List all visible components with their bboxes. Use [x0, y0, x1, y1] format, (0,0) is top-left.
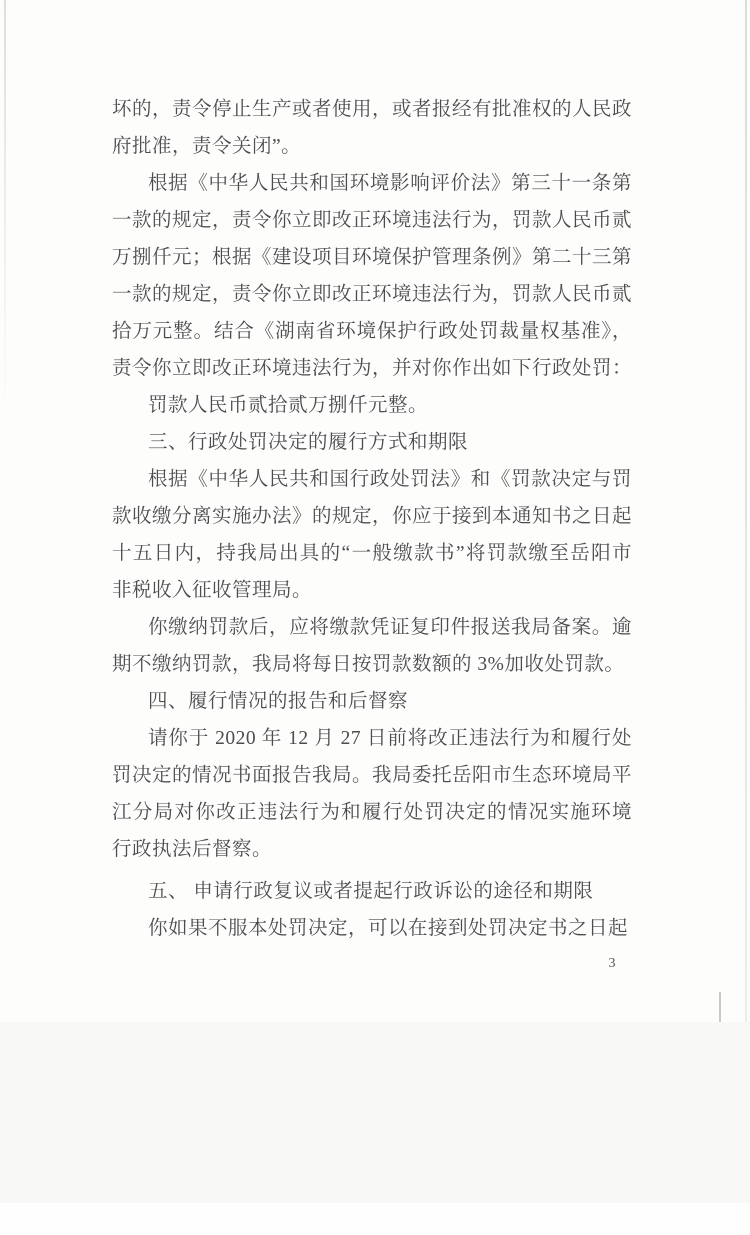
text-line: 一款的规定，责令你立即改正环境违法行为，罚款人民币贰	[112, 210, 632, 231]
page-number: 3	[608, 956, 616, 971]
text-line: 拾万元整。结合《湖南省环境保护行政处罚裁量权基准》，	[112, 321, 632, 342]
page-edge-right-lower	[719, 992, 721, 1022]
text-line: 坏的，责令停止生产或者使用，或者报经有批准权的人民政	[112, 99, 632, 120]
text-line: 五、 申请行政复议或者提起行政诉讼的途径和期限	[148, 881, 594, 902]
text-line: 府批准，责令关闭”。	[112, 136, 302, 157]
text-line: 十五日内，持我局出具的“一般缴款书”将罚款缴至岳阳市	[112, 543, 632, 564]
text-line: 款收缴分离实施办法》的规定，你应于接到本通知书之日起	[112, 506, 632, 527]
scan-bottom-shadow	[0, 1020, 92, 1023]
text-line: 万捌仟元；根据《建设项目环境保护管理条例》第二十三第	[112, 247, 632, 268]
text-line: 罚款人民币贰拾贰万捌仟元整。	[148, 395, 429, 416]
text-line: 根据《中华人民共和国行政处罚法》和《罚款决定与罚	[148, 469, 632, 490]
text-line: 你缴纳罚款后，应将缴款凭证复印件报送我局备案。逾	[148, 617, 632, 638]
text-line: 期不缴纳罚款，我局将每日按罚款数额的 3%加收处罚款。	[112, 654, 625, 675]
text-line: 行政执法后督察。	[112, 839, 273, 860]
document-text	[112, 91, 632, 947]
text-line: 你如果不服本处罚决定，可以在接到处罚决定书之日起	[148, 918, 629, 939]
text-line: 根据《中华人民共和国环境影响评价法》第三十一条第	[148, 173, 632, 194]
text-line: 一款的规定，责令你立即改正环境违法行为，罚款人民币贰	[112, 284, 632, 305]
text-line: 责令你立即改正环境违法行为，并对你作出如下行政处罚：	[112, 358, 632, 379]
page-edge-right	[745, 0, 747, 1022]
scanner-band	[0, 1022, 750, 1203]
text-line: 三、行政处罚决定的履行方式和期限	[148, 432, 469, 453]
text-line: 罚决定的情况书面报告我局。我局委托岳阳市生态环境局平	[112, 765, 632, 786]
text-line: 江分局对你改正违法行为和履行处罚决定的情况实施环境	[112, 802, 632, 823]
page-edge-left	[4, 0, 6, 420]
text-line: 请你于 2020 年 12 月 27 日前将改正违法行为和履行处	[148, 728, 632, 749]
text-line: 四、履行情况的报告和后督察	[148, 691, 409, 712]
text-line: 非税收入征收管理局。	[112, 580, 313, 601]
